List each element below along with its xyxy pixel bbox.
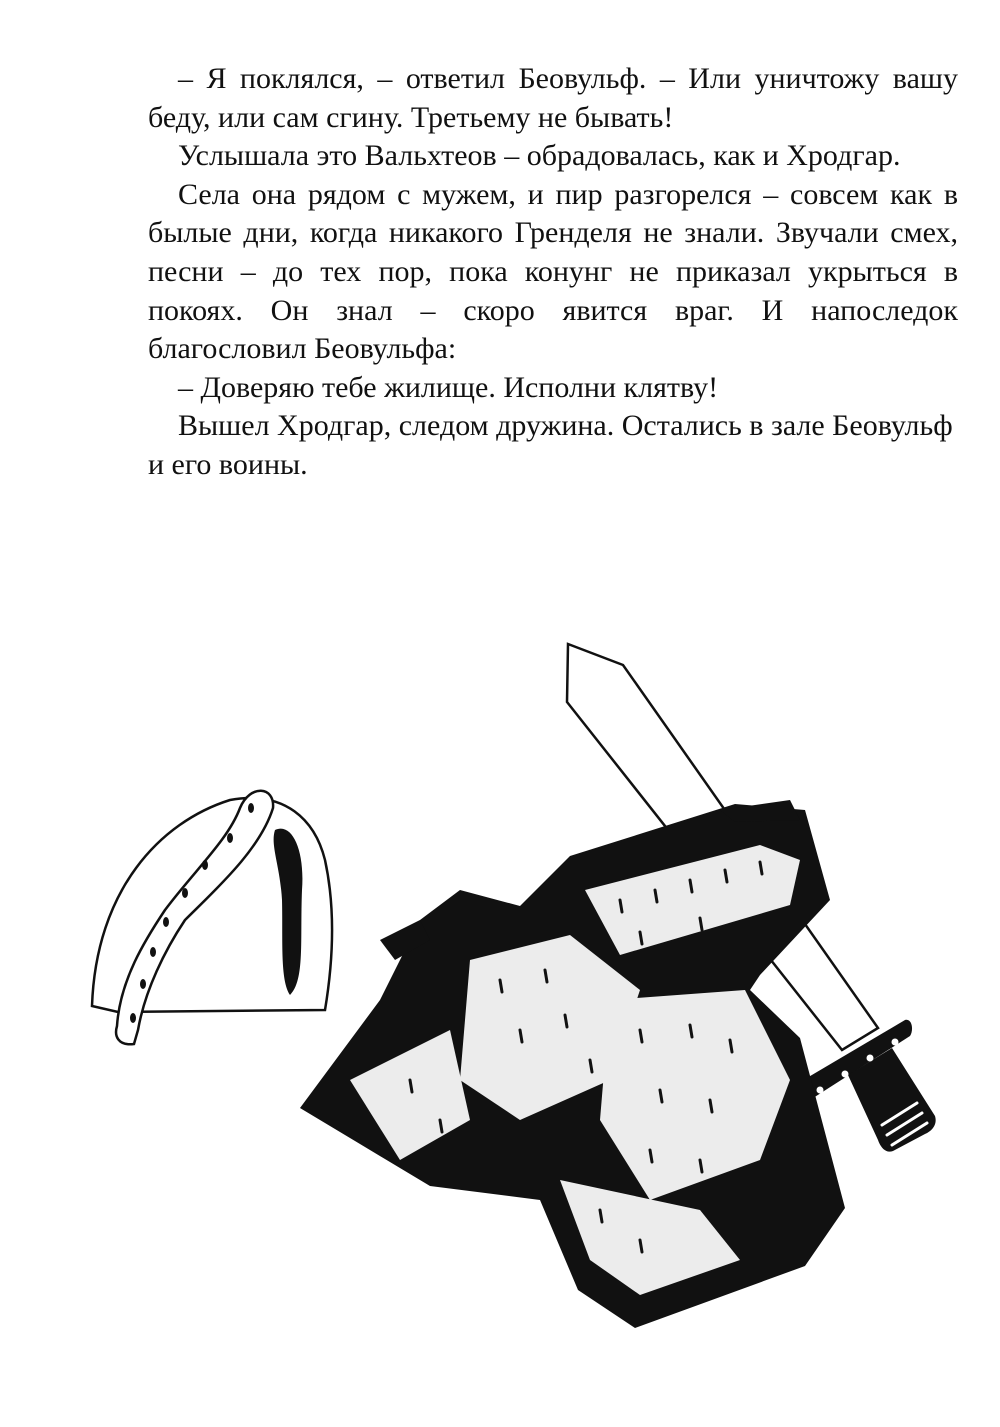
paragraph-oath: – Я поклялся, – ответил Беовульф. – Или уничтожу вашу беду, или сам сгину. Третьему не бывать! bbox=[148, 62, 958, 134]
paragraph-departure: Вышел Хродгар, следом дружина. Остались в зале Беовульф и его воины. bbox=[148, 409, 953, 481]
illustration-armor bbox=[0, 560, 1000, 1427]
chainmail-icon bbox=[0, 560, 1000, 1427]
paragraph-feast: Села она рядом с мужем, и пир разгорелся – совсем как в былые дни, когда никакого Гренделя не знали. Звучали смех, песни – до тех пор, пока конунг не приказал укрыться в покоях. Он знал – скоро явится враг. И напоследок благословил Беовульфа: bbox=[148, 177, 958, 366]
paragraph-blessing: – Доверяю тебе жилище. Исполни клятву! bbox=[178, 370, 719, 404]
paragraph-walhteow: Услышала это Вальхтеов – обрадовалась, как и Хродгар. bbox=[178, 139, 901, 173]
story-text bbox=[148, 60, 958, 485]
